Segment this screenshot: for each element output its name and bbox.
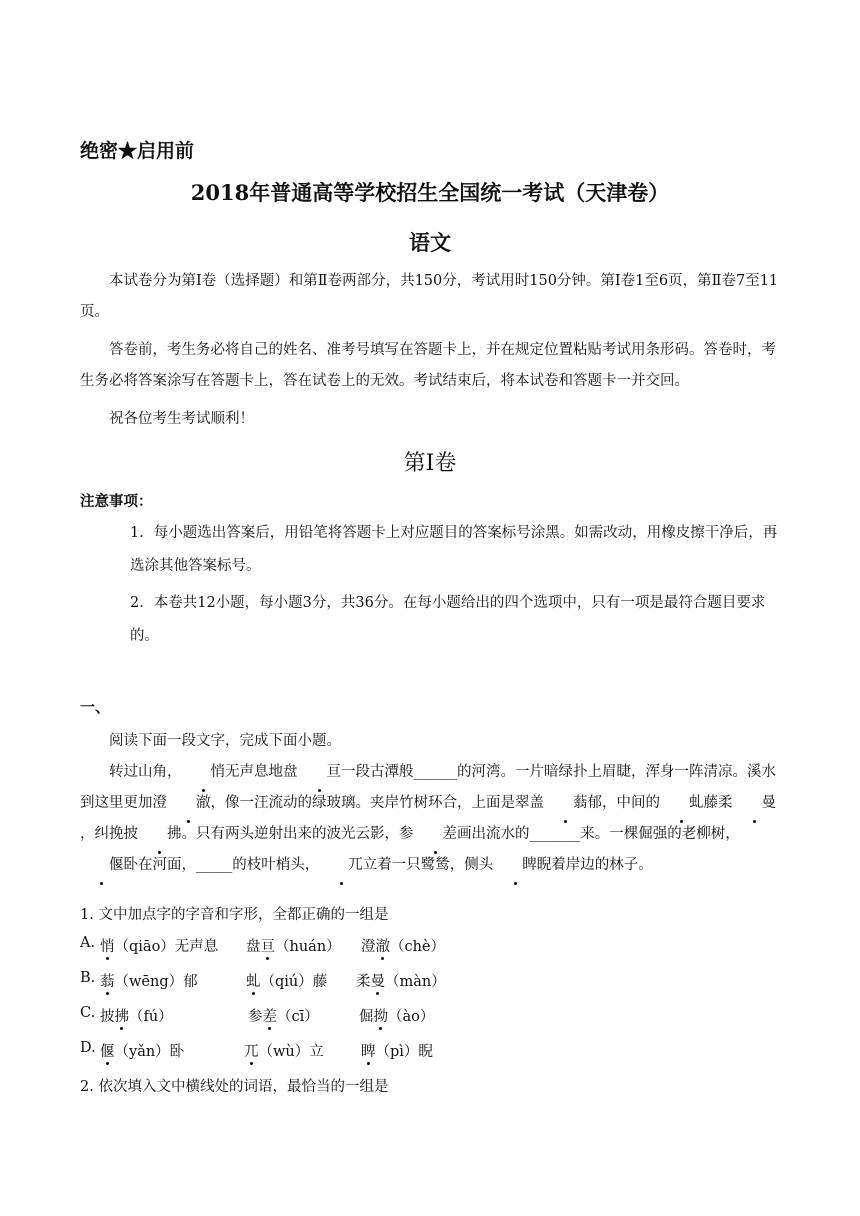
subject-title: 语文 bbox=[409, 230, 451, 255]
q1-option-b-1: 蓊（wēng）郁 bbox=[100, 970, 198, 991]
dotted-char: 兀 bbox=[319, 850, 363, 881]
intro-paragraph-2: 答卷前，考生务必将自己的姓名、准考号填写在答题卡上，并在规定位置粘贴考试用条形码。答卷时，考生务必将答案涂写在答题卡上，答在试卷上的无效。考试结束后，将本试卷和答题卡一并交回。 bbox=[80, 342, 776, 389]
dotted-char: 睥 bbox=[493, 850, 537, 881]
q1-option-d-3: 睥（pì）睨 bbox=[361, 1040, 433, 1061]
q1-option-a-1: 悄（qiāo）无声息 bbox=[100, 935, 218, 956]
q1-option-b-2: 虬（qiú）藤 bbox=[246, 970, 327, 991]
question-2: 2. 依次填入文中横线处的词语，最恰当的一组是 bbox=[80, 1079, 389, 1095]
exam-title: 2018年普通高等学校招生全国统一考试（天津卷） bbox=[190, 180, 670, 205]
q1-option-b-label: B. bbox=[80, 970, 96, 986]
notice-item-2: 2．本卷共12小题，每小题3分，共36分。在每小题给出的四个选项中，只有一项是最符合题目要求的。 bbox=[130, 595, 766, 644]
volume-heading: 第Ⅰ卷 bbox=[403, 451, 457, 476]
q1-option-d-1: 偃（yǎn）卧 bbox=[100, 1040, 184, 1061]
secret-label: 绝密★启用前 bbox=[80, 140, 195, 162]
intro-paragraph-3: 祝各位考生考试顺利！ bbox=[109, 411, 254, 427]
q1-option-b-3: 柔曼（màn） bbox=[356, 970, 446, 991]
notice-item-1: 1．每小题选出答案后，用铅笔将答题卡上对应题目的答案标号涂黑。如需改动，用橡皮擦干净后，再选涂其他答案标号。 bbox=[130, 525, 778, 574]
dotted-char: 亘 bbox=[298, 757, 342, 788]
q1-option-c-1: 披拂（fú） bbox=[100, 1005, 173, 1026]
q1-option-d-label: D. bbox=[80, 1040, 96, 1056]
dotted-char: 澈 bbox=[167, 788, 211, 819]
dotted-char: 拂 bbox=[138, 819, 182, 850]
dotted-char: 悄 bbox=[182, 757, 226, 788]
q1-option-c-2: 参差（cī） bbox=[248, 1005, 319, 1026]
dotted-char: 虬 bbox=[660, 788, 704, 819]
q1-option-c-3: 倔拗（ào） bbox=[359, 1005, 434, 1026]
q1-option-a-3: 澄澈（chè） bbox=[361, 935, 445, 956]
notice-heading: 注意事项： bbox=[80, 494, 153, 510]
intro-paragraph-1: 本试卷分为第Ⅰ卷（选择题）和第Ⅱ卷两部分，共150分，考试用时150分钟。第Ⅰ卷1至6页，第Ⅱ卷7至11页。 bbox=[80, 273, 779, 320]
q1-option-a-label: A. bbox=[80, 935, 96, 951]
q1-option-a-2: 盘亘（huán） bbox=[246, 935, 341, 956]
dotted-char: 差 bbox=[414, 819, 458, 850]
question-1: 1. 文中加点字的字音和字形，全都正确的一组是 bbox=[80, 907, 389, 923]
reading-passage: 转过山角， 悄无声息地盘 亘一段古潭般______的河湾。一片暗绿扑上眉睫，浑身一阵清凉。溪水到这里更加澄 澈，像一汪流动的绿玻璃。夹岸竹树环合，上面是翠盖 蓊郁，中间的 虬藤柔 曼，纠挽披 拂。只有两头逆射出来的波光云影，参 差画出流水的_______来。一棵倔强的老柳树，偃卧在河面，_____的枝叶梢头， 兀立着一只鹭鸶，侧头 睥睨着岸边的林子。 bbox=[80, 757, 780, 881]
q1-option-c-label: C. bbox=[80, 1005, 96, 1021]
q1-option-d-2: 兀（wù）立 bbox=[244, 1040, 324, 1061]
dotted-char: 偃 bbox=[80, 850, 124, 881]
dotted-char: 曼 bbox=[733, 788, 777, 819]
section-number: 一、 bbox=[80, 698, 111, 716]
reading-instruction: 阅读下面一段文字，完成下面小题。 bbox=[109, 733, 341, 749]
dotted-char: 蓊 bbox=[544, 788, 588, 819]
